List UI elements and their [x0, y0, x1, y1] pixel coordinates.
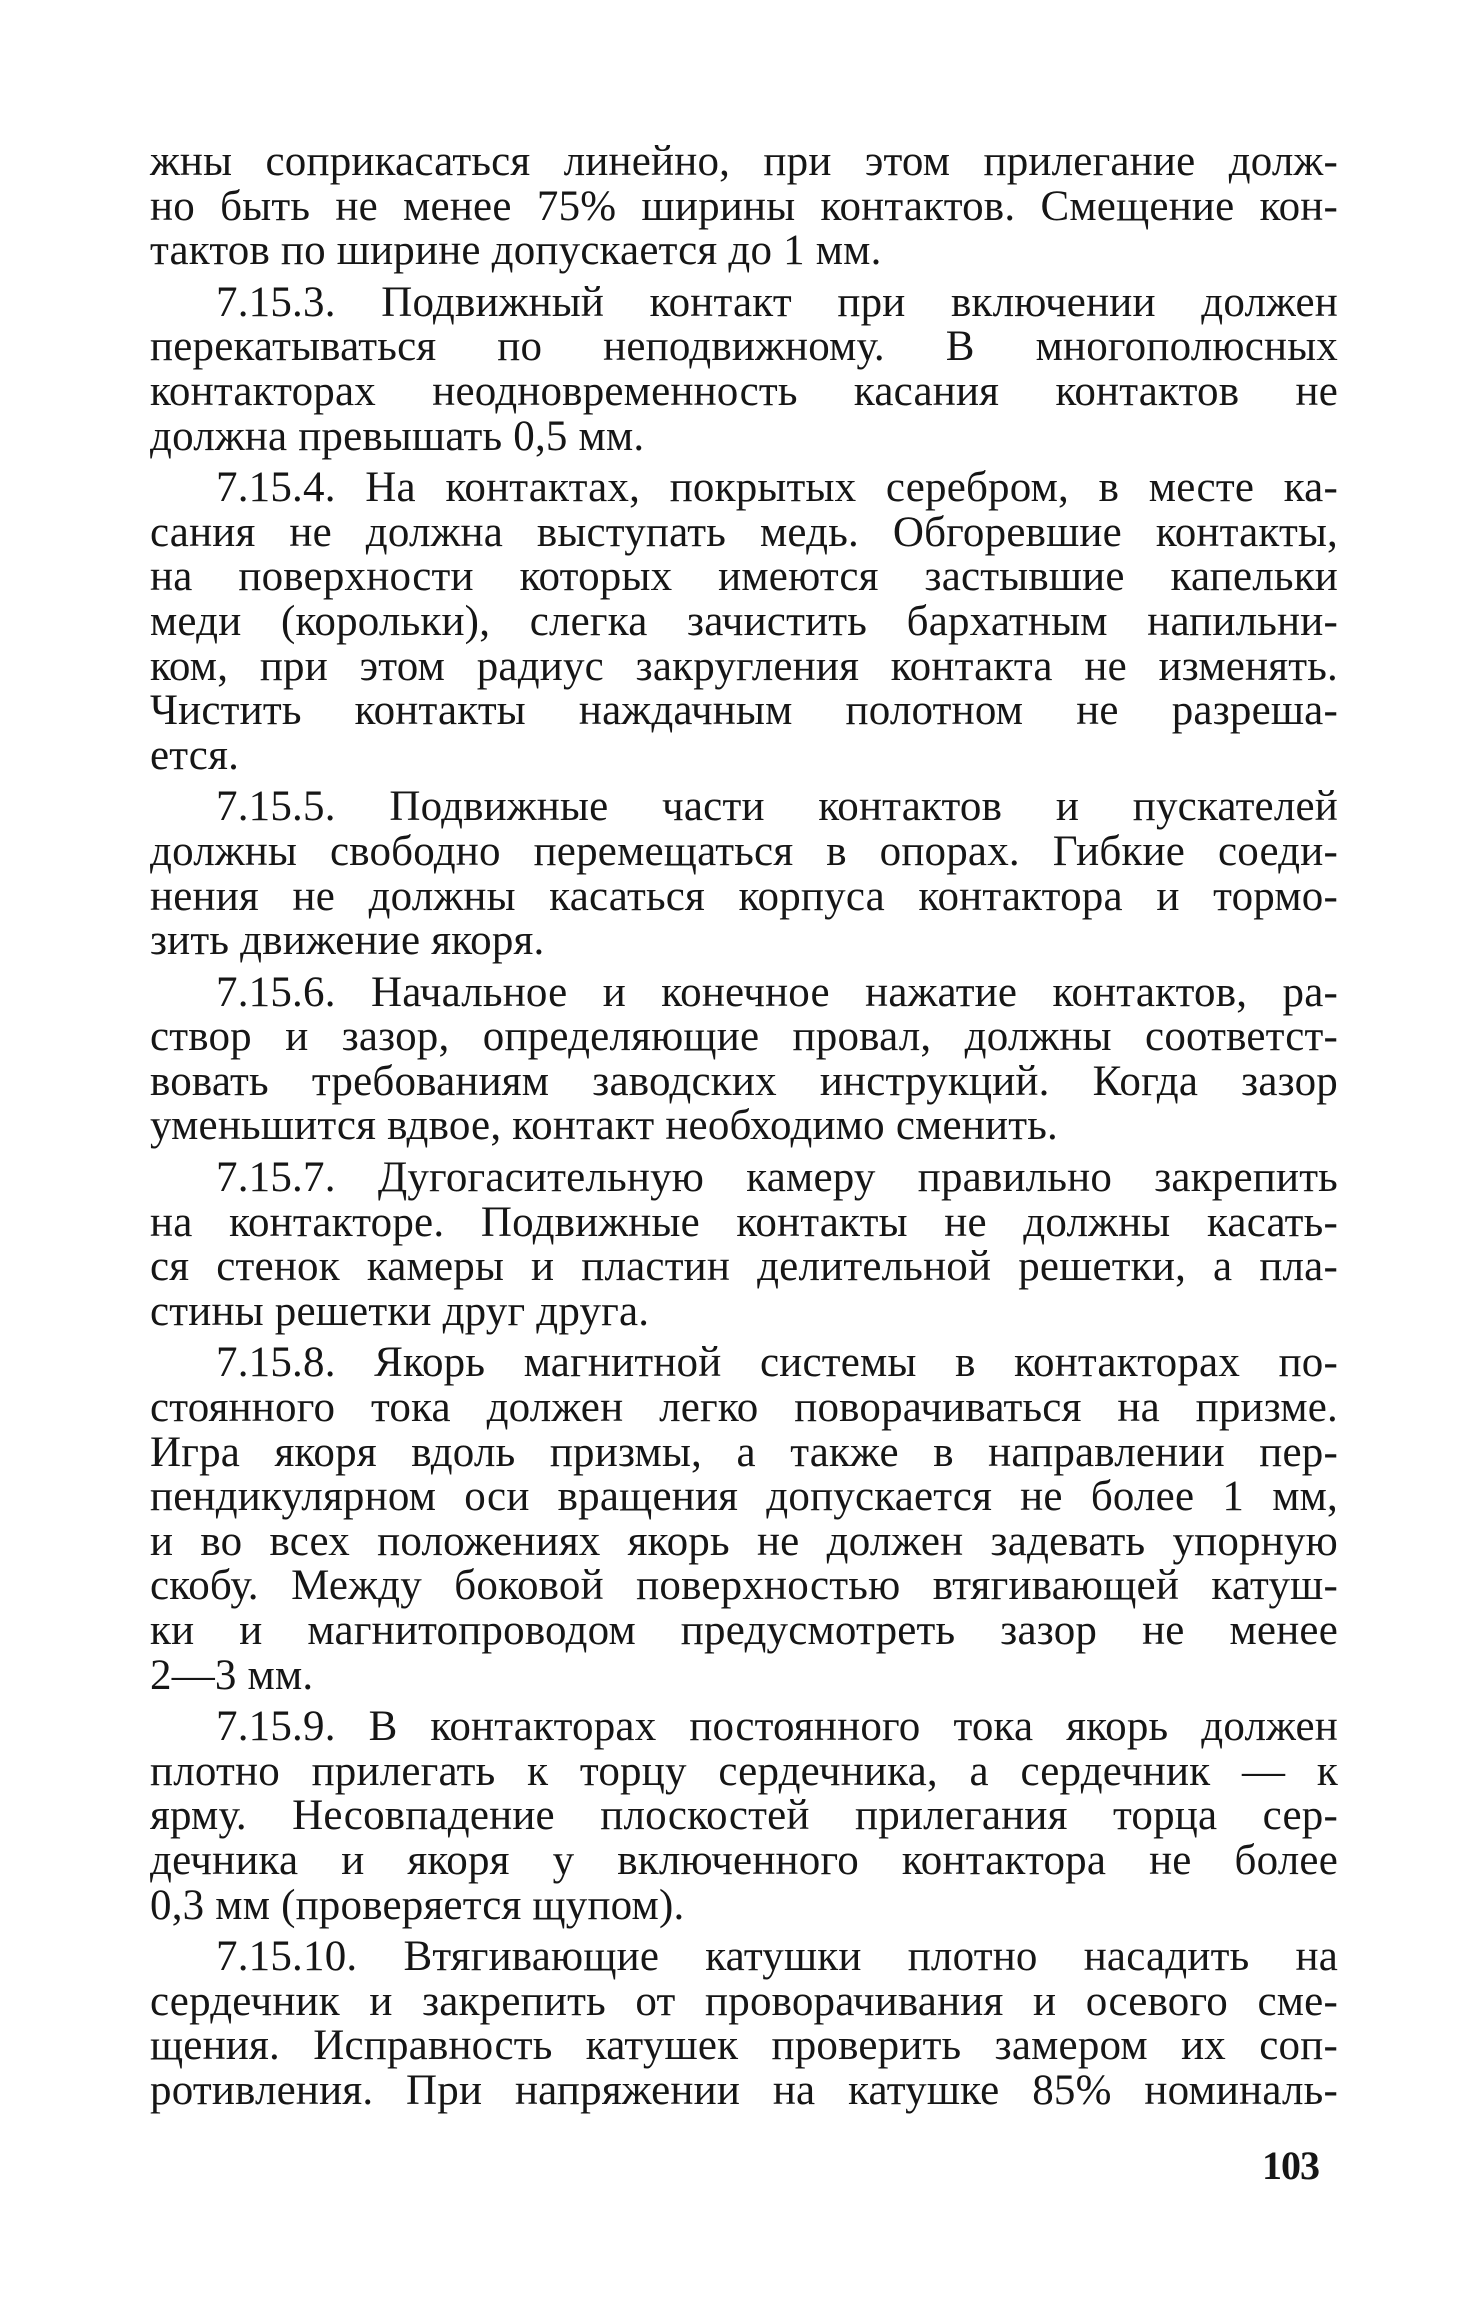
text-line: ком, при этом радиус закругления контакта не изменять.	[150, 642, 1338, 690]
text-line: 7.15.3. Подвижный контакт при включении должен	[216, 278, 1338, 326]
text-line: сердечник и закрепить от проворачивания и осевого сме-	[150, 1977, 1338, 2025]
text-line: 0,3 мм (проверяется щупом).	[150, 1881, 685, 1929]
paragraph-7-15-7	[150, 1156, 1338, 1334]
text-line: стины решетки друг друга.	[150, 1287, 650, 1335]
paragraph-7-15-9	[150, 1705, 1338, 1928]
text-line: 7.15.9. В контакторах постоянного тока якорь должен	[216, 1703, 1338, 1751]
text-line: 7.15.5. Подвижные части контактов и пускателей	[216, 783, 1338, 831]
text-line: тактов по ширине допускается до 1 мм.	[150, 227, 882, 275]
text-line: ротивления. При напряжении на катушке 85% номиналь-	[150, 2066, 1338, 2114]
text-line: вовать требованиям заводских инструкций. Когда зазор	[150, 1057, 1338, 1105]
text-line: Игра якоря вдоль призмы, а также в направлении пер-	[150, 1428, 1338, 1476]
paragraph-7-15-6	[150, 968, 1338, 1150]
paragraph-continued	[150, 140, 1338, 274]
text-line: ярму. Несовпадение плоскостей прилегания торца сер-	[150, 1792, 1338, 1840]
text-line: уменьшится вдвое, контакт необходимо сменить.	[150, 1102, 1058, 1150]
text-line: на контакторе. Подвижные контакты не должны касать-	[150, 1198, 1338, 1246]
text-line: жны соприкасаться линейно, при этом прилегание долж-	[150, 138, 1338, 185]
text-line: пендикулярном оси вращения допускается не более 1 мм,	[150, 1473, 1338, 1521]
text-line: ется.	[150, 731, 240, 779]
text-line: и во всех положениях якорь не должен задевать упорную	[150, 1517, 1338, 1565]
paragraph-7-15-5	[150, 785, 1338, 963]
page-number: 103	[1262, 2143, 1319, 2188]
text-line: сания не должна выступать медь. Обгоревшие контакты,	[150, 508, 1338, 556]
paragraph-7-15-8	[150, 1341, 1338, 1698]
text-line: контакторах неодновременность касания контактов не	[150, 367, 1338, 415]
body-text	[150, 140, 1338, 2121]
text-line: плотно прилегать к торцу сердечника, а сердечник — к	[150, 1747, 1338, 1795]
text-line: зить движение якоря.	[150, 917, 545, 965]
text-line: створ и зазор, определяющие провал, должны соответст-	[150, 1013, 1338, 1061]
text-line: ки и магнитопроводом предусмотреть зазор не менее	[150, 1607, 1338, 1654]
text-line: меди (корольки), слегка зачистить бархатным напильни-	[150, 597, 1338, 645]
text-line: нения не должны касаться корпуса контактора и тормо-	[150, 872, 1338, 920]
text-line: ся стенок камеры и пластин делительной решетки, а пла-	[150, 1243, 1338, 1291]
text-line: но быть не менее 75% ширины контактов. Смещение кон-	[150, 182, 1338, 230]
text-line: 7.15.8. Якорь магнитной системы в контакторах по-	[216, 1339, 1338, 1387]
text-line: скобу. Между боковой поверхностью втягивающей катуш-	[150, 1562, 1338, 1610]
text-line: на поверхности которых имеются застывшие капельки	[150, 553, 1338, 601]
text-line: щения. Исправность катушек проверить замером их соп-	[150, 2022, 1338, 2070]
text-line: 7.15.10. Втягивающие катушки плотно насадить на	[216, 1933, 1338, 1981]
text-line: 7.15.7. Дугогасительную камеру правильно закрепить	[216, 1154, 1338, 1202]
text-line: дечника и якоря у включенного контактора не более	[150, 1836, 1338, 1884]
text-line: должна превышать 0,5 мм.	[150, 412, 645, 460]
text-line: 7.15.6. Начальное и конечное нажатие контактов, ра-	[216, 968, 1338, 1016]
text-line: Чистить контакты наждачным полотном не разреша-	[150, 687, 1338, 735]
paragraph-7-15-4	[150, 466, 1338, 778]
text-line: стоянного тока должен легко поворачиваться на призме.	[150, 1384, 1338, 1432]
paragraph-7-15-3	[150, 278, 1338, 460]
text-line: перекатываться по неподвижному. В многополюсных	[150, 323, 1338, 371]
text-line: 2—3 мм.	[150, 1651, 314, 1699]
paragraph-7-15-10	[150, 1935, 1338, 2113]
text-line: 7.15.4. На контактах, покрытых серебром, в месте ка-	[216, 464, 1338, 512]
text-line: должны свободно перемещаться в опорах. Гибкие соеди-	[150, 827, 1338, 875]
